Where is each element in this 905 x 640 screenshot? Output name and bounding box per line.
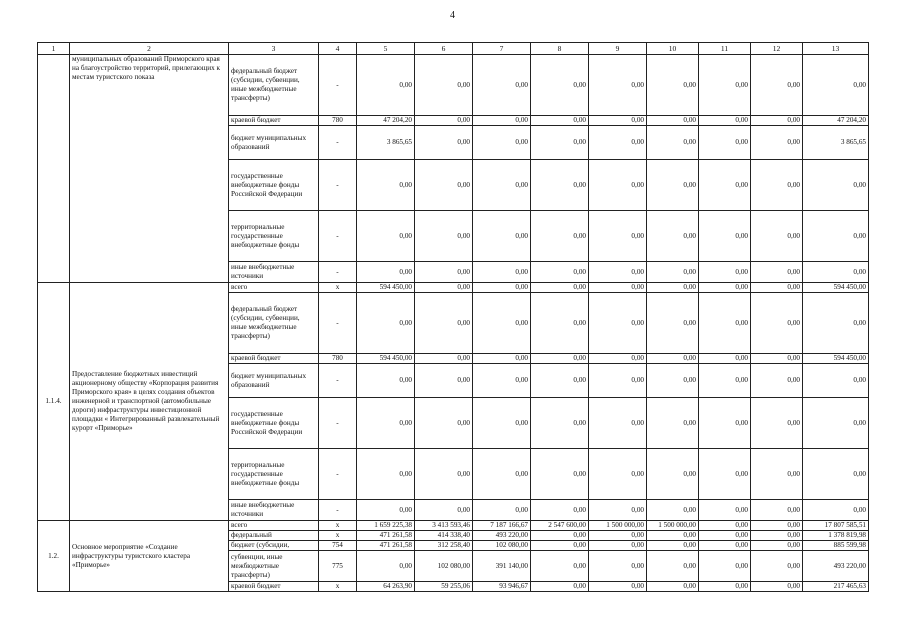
column-header: 4 — [319, 43, 357, 55]
funding-source: бюджет муниципальных образований — [229, 364, 319, 398]
funding-source: иные внебюджетные источники — [229, 500, 319, 521]
amount-cell: 0,00 — [751, 449, 803, 500]
amount-cell: 0,00 — [647, 55, 699, 116]
budget-code: 754 — [319, 541, 357, 551]
amount-cell: 0,00 — [751, 354, 803, 364]
page-number: 4 — [450, 10, 455, 21]
amount-cell: 0,00 — [589, 449, 647, 500]
budget-code: - — [319, 160, 357, 211]
amount-cell: 0,00 — [415, 354, 473, 364]
column-header: 13 — [803, 43, 869, 55]
amount-cell: 0,00 — [751, 541, 803, 551]
funding-source: территориальные государственные внебюджетные фонды — [229, 449, 319, 500]
funding-source: краевой бюджет — [229, 116, 319, 126]
amount-cell: 0,00 — [751, 211, 803, 262]
amount-cell: 0,00 — [415, 398, 473, 449]
amount-cell: 3 865,65 — [357, 126, 415, 160]
amount-cell: 0,00 — [531, 116, 589, 126]
amount-cell: 2 547 600,00 — [531, 521, 589, 531]
amount-cell: 0,00 — [699, 354, 751, 364]
funding-source: федеральный — [229, 531, 319, 541]
item-code: 1.1.4. — [38, 283, 70, 521]
amount-cell: 102 080,00 — [473, 541, 531, 551]
total-cell: 217 465,63 — [803, 582, 869, 592]
total-cell: 0,00 — [803, 262, 869, 283]
amount-cell: 0,00 — [415, 55, 473, 116]
amount-cell: 0,00 — [751, 521, 803, 531]
column-header: 6 — [415, 43, 473, 55]
amount-cell: 594 450,00 — [357, 354, 415, 364]
budget-code: - — [319, 364, 357, 398]
amount-cell: 0,00 — [473, 126, 531, 160]
budget-code: х — [319, 283, 357, 293]
amount-cell: 0,00 — [531, 55, 589, 116]
amount-cell: 0,00 — [751, 55, 803, 116]
item-code: 1.2. — [38, 521, 70, 592]
header-row — [38, 43, 869, 55]
amount-cell: 594 450,00 — [357, 283, 415, 293]
funding-source: территориальные государственные внебюджетные фонды — [229, 211, 319, 262]
total-cell: 493 220,00 — [803, 551, 869, 582]
amount-cell: 0,00 — [473, 283, 531, 293]
amount-cell: 0,00 — [699, 160, 751, 211]
amount-cell: 0,00 — [751, 531, 803, 541]
amount-cell: 0,00 — [647, 398, 699, 449]
amount-cell: 0,00 — [699, 55, 751, 116]
amount-cell: 0,00 — [751, 116, 803, 126]
column-header: 3 — [229, 43, 319, 55]
amount-cell: 0,00 — [751, 262, 803, 283]
amount-cell: 0,00 — [647, 160, 699, 211]
amount-cell: 1 659 225,38 — [357, 521, 415, 531]
column-header: 1 — [38, 43, 70, 55]
amount-cell: 0,00 — [589, 283, 647, 293]
amount-cell: 59 255,06 — [415, 582, 473, 592]
amount-cell: 0,00 — [647, 354, 699, 364]
amount-cell: 93 946,67 — [473, 582, 531, 592]
amount-cell: 1 500 000,00 — [589, 521, 647, 531]
amount-cell: 0,00 — [589, 531, 647, 541]
amount-cell: 0,00 — [589, 211, 647, 262]
amount-cell: 0,00 — [589, 364, 647, 398]
amount-cell: 0,00 — [751, 364, 803, 398]
amount-cell: 0,00 — [589, 551, 647, 582]
amount-cell: 0,00 — [751, 551, 803, 582]
amount-cell: 0,00 — [647, 541, 699, 551]
amount-cell: 0,00 — [415, 126, 473, 160]
column-header: 10 — [647, 43, 699, 55]
total-cell: 0,00 — [803, 449, 869, 500]
amount-cell: 0,00 — [473, 398, 531, 449]
column-header: 5 — [357, 43, 415, 55]
amount-cell: 0,00 — [531, 541, 589, 551]
amount-cell: 0,00 — [751, 500, 803, 521]
total-cell: 0,00 — [803, 364, 869, 398]
column-header: 12 — [751, 43, 803, 55]
budget-code: х — [319, 531, 357, 541]
amount-cell: 0,00 — [531, 262, 589, 283]
funding-source: краевой бюджет — [229, 582, 319, 592]
amount-cell: 0,00 — [647, 262, 699, 283]
funding-source: федеральный бюджет (субсидии, субвенции, иные межбюджетные трансферты) — [229, 55, 319, 116]
amount-cell: 0,00 — [699, 582, 751, 592]
amount-cell: 0,00 — [699, 500, 751, 521]
budget-code: - — [319, 262, 357, 283]
total-cell: 47 204,20 — [803, 116, 869, 126]
amount-cell: 391 140,00 — [473, 551, 531, 582]
table-body — [38, 43, 869, 592]
funding-source: всего — [229, 521, 319, 531]
amount-cell: 0,00 — [473, 160, 531, 211]
item-name: муниципальных образований Приморского края на благоустройство территорий, прилегающих к местам туристского показа — [70, 55, 229, 283]
amount-cell: 0,00 — [699, 293, 751, 354]
budget-code: - — [319, 398, 357, 449]
amount-cell: 0,00 — [531, 449, 589, 500]
budget-code: х — [319, 582, 357, 592]
total-cell: 885 599,98 — [803, 541, 869, 551]
amount-cell: 0,00 — [699, 531, 751, 541]
amount-cell: 0,00 — [751, 398, 803, 449]
amount-cell: 3 413 593,46 — [415, 521, 473, 531]
total-cell: 594 450,00 — [803, 283, 869, 293]
amount-cell: 0,00 — [531, 160, 589, 211]
amount-cell: 0,00 — [357, 551, 415, 582]
amount-cell: 0,00 — [473, 262, 531, 283]
amount-cell: 0,00 — [415, 364, 473, 398]
total-cell: 1 378 819,98 — [803, 531, 869, 541]
amount-cell: 47 204,20 — [357, 116, 415, 126]
amount-cell: 0,00 — [699, 551, 751, 582]
amount-cell: 0,00 — [647, 283, 699, 293]
budget-code: - — [319, 211, 357, 262]
amount-cell: 0,00 — [473, 211, 531, 262]
amount-cell: 0,00 — [531, 500, 589, 521]
total-cell: 0,00 — [803, 293, 869, 354]
item-name: Предоставление бюджетных инвестиций акционерному обществу «Корпорация развития Приморского края» в целях создания объектов инженерной и транспортной (автомобильные дороги) инфраструктуры инвестиционной площадки « Интегрированный развлекательный курорт «Приморье» — [70, 283, 229, 521]
amount-cell: 0,00 — [699, 262, 751, 283]
amount-cell: 0,00 — [647, 551, 699, 582]
amount-cell: 0,00 — [647, 126, 699, 160]
amount-cell: 0,00 — [589, 126, 647, 160]
amount-cell: 0,00 — [751, 293, 803, 354]
amount-cell: 0,00 — [357, 55, 415, 116]
amount-cell: 0,00 — [647, 449, 699, 500]
budget-code: - — [319, 500, 357, 521]
amount-cell: 0,00 — [357, 160, 415, 211]
amount-cell: 0,00 — [473, 449, 531, 500]
amount-cell: 0,00 — [589, 160, 647, 211]
table-row — [38, 283, 869, 293]
funding-source: федеральный бюджет (субсидии, субвенции, иные межбюджетные трансферты) — [229, 293, 319, 354]
amount-cell: 64 263,90 — [357, 582, 415, 592]
amount-cell: 0,00 — [415, 211, 473, 262]
total-cell: 0,00 — [803, 211, 869, 262]
amount-cell: 0,00 — [357, 293, 415, 354]
amount-cell: 0,00 — [589, 398, 647, 449]
amount-cell: 0,00 — [415, 449, 473, 500]
amount-cell: 0,00 — [751, 283, 803, 293]
amount-cell: 102 080,00 — [415, 551, 473, 582]
amount-cell: 0,00 — [473, 293, 531, 354]
amount-cell: 0,00 — [357, 398, 415, 449]
funding-source: бюджет (субсидии, — [229, 541, 319, 551]
amount-cell: 0,00 — [531, 551, 589, 582]
amount-cell: 0,00 — [699, 364, 751, 398]
amount-cell: 0,00 — [531, 283, 589, 293]
total-cell: 17 807 585,51 — [803, 521, 869, 531]
amount-cell: 0,00 — [531, 531, 589, 541]
budget-code: 780 — [319, 354, 357, 364]
amount-cell: 0,00 — [473, 354, 531, 364]
amount-cell: 0,00 — [699, 126, 751, 160]
funding-source: бюджет муниципальных образований — [229, 126, 319, 160]
table-row — [38, 521, 869, 531]
amount-cell: 0,00 — [531, 293, 589, 354]
total-cell: 0,00 — [803, 398, 869, 449]
amount-cell: 0,00 — [415, 500, 473, 521]
amount-cell: 0,00 — [357, 449, 415, 500]
amount-cell: 0,00 — [589, 116, 647, 126]
budget-table — [37, 42, 869, 592]
total-cell: 594 450,00 — [803, 354, 869, 364]
amount-cell: 312 258,40 — [415, 541, 473, 551]
total-cell: 3 865,65 — [803, 126, 869, 160]
table-row — [38, 55, 869, 116]
amount-cell: 0,00 — [473, 500, 531, 521]
funding-source: иные внебюджетные источники — [229, 262, 319, 283]
amount-cell: 0,00 — [589, 354, 647, 364]
budget-code: 780 — [319, 116, 357, 126]
funding-source: краевой бюджет — [229, 354, 319, 364]
amount-cell: 0,00 — [589, 55, 647, 116]
amount-cell: 0,00 — [415, 293, 473, 354]
column-header: 9 — [589, 43, 647, 55]
total-cell: 0,00 — [803, 160, 869, 211]
amount-cell: 0,00 — [699, 398, 751, 449]
amount-cell: 0,00 — [699, 521, 751, 531]
amount-cell: 0,00 — [589, 262, 647, 283]
total-cell: 0,00 — [803, 55, 869, 116]
amount-cell: 0,00 — [531, 211, 589, 262]
amount-cell: 0,00 — [415, 160, 473, 211]
amount-cell: 0,00 — [415, 116, 473, 126]
column-header: 2 — [70, 43, 229, 55]
amount-cell: 493 220,00 — [473, 531, 531, 541]
amount-cell: 0,00 — [531, 364, 589, 398]
amount-cell: 0,00 — [699, 449, 751, 500]
item-code — [38, 55, 70, 283]
budget-code: - — [319, 449, 357, 500]
amount-cell: 0,00 — [647, 582, 699, 592]
amount-cell: 0,00 — [357, 211, 415, 262]
amount-cell: 0,00 — [699, 541, 751, 551]
funding-source: субвенции, иные межбюджетные трансферты) — [229, 551, 319, 582]
amount-cell: 0,00 — [647, 293, 699, 354]
amount-cell: 0,00 — [357, 364, 415, 398]
amount-cell: 0,00 — [473, 55, 531, 116]
budget-code: х — [319, 521, 357, 531]
funding-source: государственные внебюджетные фонды Российской Федерации — [229, 160, 319, 211]
amount-cell: 0,00 — [699, 211, 751, 262]
amount-cell: 7 187 166,67 — [473, 521, 531, 531]
amount-cell: 0,00 — [531, 126, 589, 160]
amount-cell: 1 500 000,00 — [647, 521, 699, 531]
column-header: 7 — [473, 43, 531, 55]
amount-cell: 0,00 — [647, 364, 699, 398]
amount-cell: 0,00 — [647, 116, 699, 126]
amount-cell: 0,00 — [647, 211, 699, 262]
amount-cell: 0,00 — [751, 126, 803, 160]
amount-cell: 0,00 — [589, 293, 647, 354]
amount-cell: 471 261,58 — [357, 531, 415, 541]
total-cell: 0,00 — [803, 500, 869, 521]
column-header: 11 — [699, 43, 751, 55]
amount-cell: 0,00 — [589, 582, 647, 592]
amount-cell: 0,00 — [647, 531, 699, 541]
funding-source: государственные внебюджетные фонды Российской Федерации — [229, 398, 319, 449]
amount-cell: 0,00 — [699, 116, 751, 126]
amount-cell: 0,00 — [531, 354, 589, 364]
amount-cell: 0,00 — [699, 283, 751, 293]
amount-cell: 414 338,40 — [415, 531, 473, 541]
budget-code: - — [319, 293, 357, 354]
budget-code: 775 — [319, 551, 357, 582]
amount-cell: 0,00 — [531, 582, 589, 592]
amount-cell: 0,00 — [589, 541, 647, 551]
amount-cell: 0,00 — [473, 364, 531, 398]
amount-cell: 0,00 — [647, 500, 699, 521]
item-name: Основное мероприятие «Создание инфраструктуры туристского кластера «Приморье» — [70, 521, 229, 592]
amount-cell: 0,00 — [473, 116, 531, 126]
column-header: 8 — [531, 43, 589, 55]
amount-cell: 0,00 — [751, 160, 803, 211]
amount-cell: 0,00 — [357, 500, 415, 521]
amount-cell: 0,00 — [415, 283, 473, 293]
amount-cell: 0,00 — [357, 262, 415, 283]
budget-code: - — [319, 55, 357, 116]
funding-source: всего — [229, 283, 319, 293]
amount-cell: 0,00 — [415, 262, 473, 283]
amount-cell: 471 261,58 — [357, 541, 415, 551]
amount-cell: 0,00 — [589, 500, 647, 521]
budget-code: - — [319, 126, 357, 160]
amount-cell: 0,00 — [751, 582, 803, 592]
amount-cell: 0,00 — [531, 398, 589, 449]
